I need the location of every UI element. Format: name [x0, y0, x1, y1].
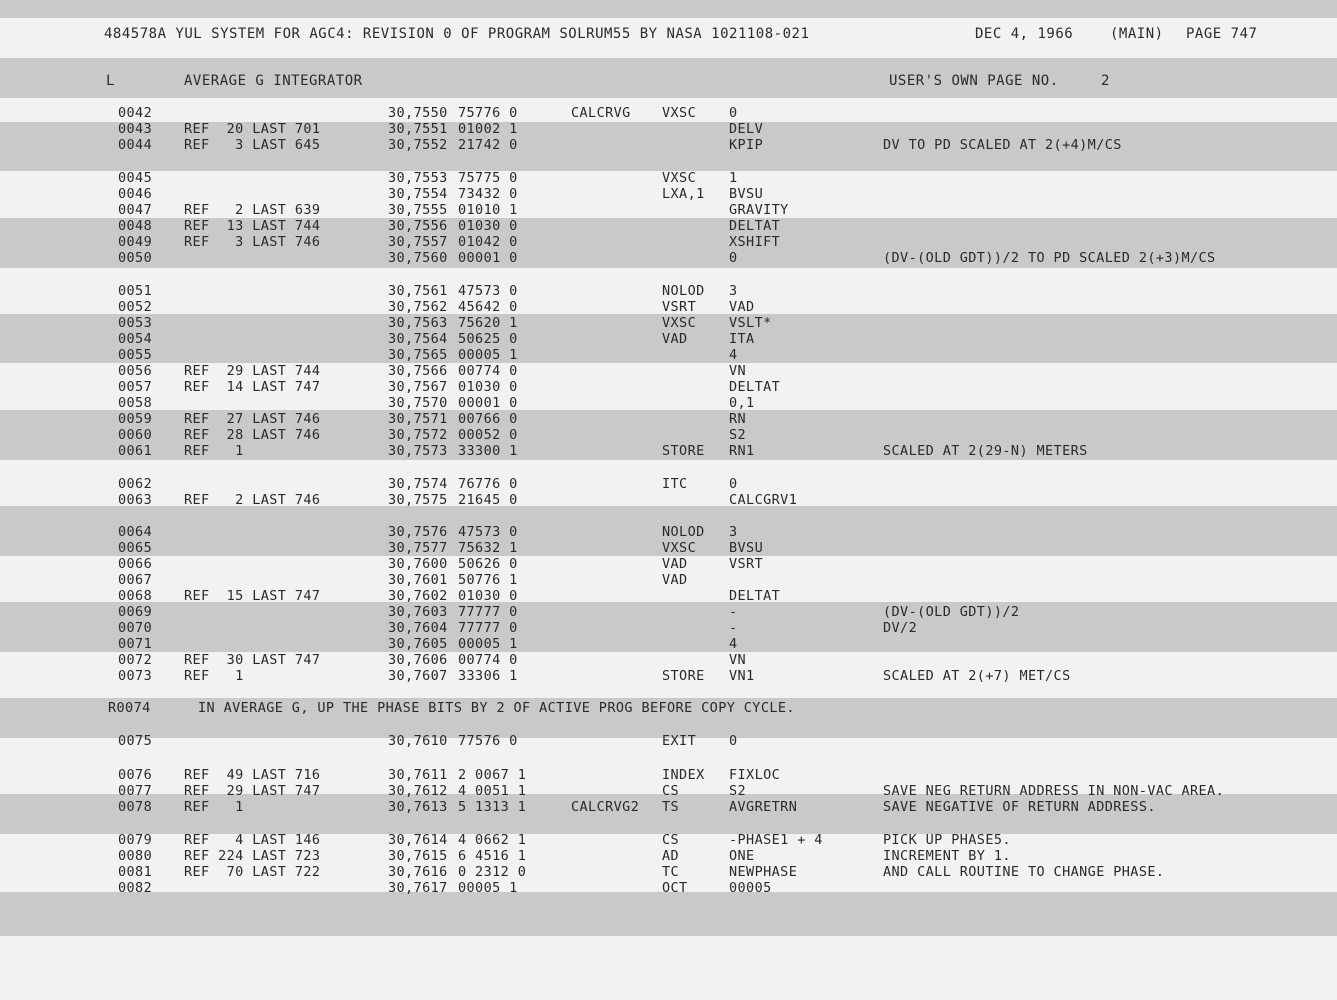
line-word: 5 1313 1: [458, 799, 527, 815]
line-word: 0 2312 0: [458, 864, 527, 880]
line-op: NOLOD: [662, 524, 705, 540]
line-op: VXSC: [662, 170, 697, 186]
line-operand: ONE: [729, 848, 755, 864]
line-addr: 30,7574: [388, 476, 448, 492]
line-num: 0051: [118, 283, 153, 299]
line-num: 0043: [118, 121, 153, 137]
line-addr: 30,7577: [388, 540, 448, 556]
line-num: 0081: [118, 864, 153, 880]
line-num: 0075: [118, 733, 153, 749]
line-num: 0055: [118, 347, 153, 363]
line-ref: REF 29 LAST 747: [184, 783, 321, 799]
line-operand: GRAVITY: [729, 202, 789, 218]
line-word: 00766 0: [458, 411, 518, 427]
line-addr: 30,7551: [388, 121, 448, 137]
line-addr: 30,7563: [388, 315, 448, 331]
line-num: 0060: [118, 427, 153, 443]
line-operand: CALCGRV1: [729, 492, 798, 508]
line-word: 00052 0: [458, 427, 518, 443]
line-operand: RN: [729, 411, 747, 427]
line-word: 33306 1: [458, 668, 518, 684]
line-ref: REF 1: [184, 668, 244, 684]
line-word: 77576 0: [458, 733, 518, 749]
line-operand: 4: [729, 347, 738, 363]
line-word: 77777 0: [458, 604, 518, 620]
line-op: CS: [662, 832, 680, 848]
line-num: 0069: [118, 604, 153, 620]
users-page-number: 2: [1101, 73, 1110, 89]
line-operand: DELTAT: [729, 588, 781, 604]
line-operand: 0: [729, 250, 738, 266]
line-word: 4 0051 1: [458, 783, 527, 799]
line-addr: 30,7605: [388, 636, 448, 652]
line-word: 01030 0: [458, 379, 518, 395]
line-addr: 30,7567: [388, 379, 448, 395]
line-operand: 3: [729, 524, 738, 540]
line-op: NOLOD: [662, 283, 705, 299]
line-op: EXIT: [662, 733, 697, 749]
listing-header: 484578A YUL SYSTEM FOR AGC4: REVISION 0 OF PROGRAM SOLRUM55 BY NASA 1021108-021: [104, 26, 810, 42]
line-comment: (DV-(OLD GDT))/2 TO PD SCALED 2(+3)M/CS: [883, 250, 1216, 266]
line-addr: 30,7571: [388, 411, 448, 427]
line-word: 47573 0: [458, 524, 518, 540]
line-operand: AVGRETRN: [729, 799, 798, 815]
line-word: 01002 1: [458, 121, 518, 137]
line-word: 4 0662 1: [458, 832, 527, 848]
line-ref: REF 13 LAST 744: [184, 218, 321, 234]
line-operand: 00005: [729, 880, 772, 896]
line-ref: REF 1: [184, 799, 244, 815]
line-word: 75775 0: [458, 170, 518, 186]
line-num: 0042: [118, 105, 153, 121]
line-num: 0044: [118, 137, 153, 153]
line-num: 0054: [118, 331, 153, 347]
line-operand: 3: [729, 283, 738, 299]
line-num: 0058: [118, 395, 153, 411]
line-label: CALCRVG2: [571, 799, 640, 815]
line-num: R0074: [108, 700, 151, 716]
line-operand: DELTAT: [729, 218, 781, 234]
line-addr: 30,7565: [388, 347, 448, 363]
line-word: 50625 0: [458, 331, 518, 347]
line-addr: 30,7614: [388, 832, 448, 848]
shade-band: [0, 0, 1337, 18]
line-addr: 30,7550: [388, 105, 448, 121]
line-num: 0046: [118, 186, 153, 202]
line-operand: BVSU: [729, 540, 764, 556]
line-addr: 30,7603: [388, 604, 448, 620]
line-operand: 4: [729, 636, 738, 652]
line-ref: REF 1: [184, 443, 244, 459]
line-addr: 30,7561: [388, 283, 448, 299]
line-operand: -PHASE1 + 4: [729, 832, 823, 848]
line-num: 0056: [118, 363, 153, 379]
line-operand: NEWPHASE: [729, 864, 798, 880]
line-op: OCT: [662, 880, 688, 896]
line-word: 76776 0: [458, 476, 518, 492]
line-operand: 0: [729, 476, 738, 492]
listing-section: (MAIN): [1110, 26, 1164, 42]
line-word: 75632 1: [458, 540, 518, 556]
line-word: 50776 1: [458, 572, 518, 588]
line-num: 0048: [118, 218, 153, 234]
line-op: VXSC: [662, 315, 697, 331]
line-word: 00774 0: [458, 652, 518, 668]
line-word: 75776 0: [458, 105, 518, 121]
line-comment: SAVE NEG RETURN ADDRESS IN NON-VAC AREA.: [883, 783, 1225, 799]
line-addr: 30,7570: [388, 395, 448, 411]
line-op: ITC: [662, 476, 688, 492]
line-addr: 30,7556: [388, 218, 448, 234]
line-addr: 30,7572: [388, 427, 448, 443]
line-num: 0061: [118, 443, 153, 459]
line-word: 73432 0: [458, 186, 518, 202]
line-addr: 30,7616: [388, 864, 448, 880]
line-num: 0077: [118, 783, 153, 799]
line-label: CALCRVG: [571, 105, 631, 121]
line-comment: DV/2: [883, 620, 918, 636]
line-addr: 30,7566: [388, 363, 448, 379]
line-op: STORE: [662, 668, 705, 684]
line-operand: 0: [729, 733, 738, 749]
line-word: 00774 0: [458, 363, 518, 379]
line-op: AD: [662, 848, 680, 864]
users-page-label: USER'S OWN PAGE NO.: [889, 73, 1059, 89]
line-num: 0072: [118, 652, 153, 668]
line-addr: 30,7615: [388, 848, 448, 864]
line-word: 01030 0: [458, 588, 518, 604]
line-addr: 30,7564: [388, 331, 448, 347]
line-word: 6 4516 1: [458, 848, 527, 864]
line-word: 00005 1: [458, 880, 518, 896]
line-num: 0062: [118, 476, 153, 492]
line-num: 0080: [118, 848, 153, 864]
line-comment: SAVE NEGATIVE OF RETURN ADDRESS.: [883, 799, 1156, 815]
line-num: 0067: [118, 572, 153, 588]
line-addr: 30,7610: [388, 733, 448, 749]
line-operand: FIXLOC: [729, 767, 781, 783]
line-word: 33300 1: [458, 443, 518, 459]
line-comment: AND CALL ROUTINE TO CHANGE PHASE.: [883, 864, 1165, 880]
line-ref: REF 28 LAST 746: [184, 427, 321, 443]
line-num: 0078: [118, 799, 153, 815]
line-num: 0053: [118, 315, 153, 331]
line-op: STORE: [662, 443, 705, 459]
line-comment: PICK UP PHASE5.: [883, 832, 1011, 848]
line-ref: REF 30 LAST 747: [184, 652, 321, 668]
line-num: 0065: [118, 540, 153, 556]
line-op: TC: [662, 864, 680, 880]
line-operand: S2: [729, 427, 747, 443]
line-ref: REF 2 LAST 639: [184, 202, 321, 218]
line-ref: REF 3 LAST 746: [184, 234, 321, 250]
line-op: VXSC: [662, 540, 697, 556]
line-operand: VN1: [729, 668, 755, 684]
line-addr: 30,7601: [388, 572, 448, 588]
line-num: 0070: [118, 620, 153, 636]
line-op: VAD: [662, 331, 688, 347]
line-operand: RN1: [729, 443, 755, 459]
line-num: 0063: [118, 492, 153, 508]
log-marker: L: [106, 73, 115, 89]
line-addr: 30,7606: [388, 652, 448, 668]
line-ref: REF 2 LAST 746: [184, 492, 321, 508]
line-addr: 30,7554: [388, 186, 448, 202]
line-op: INDEX: [662, 767, 705, 783]
line-word: 21742 0: [458, 137, 518, 153]
line-ref: REF 27 LAST 746: [184, 411, 321, 427]
line-addr: 30,7600: [388, 556, 448, 572]
line-operand: 0,1: [729, 395, 755, 411]
line-addr: 30,7617: [388, 880, 448, 896]
line-num: 0045: [118, 170, 153, 186]
line-ref: REF 49 LAST 716: [184, 767, 321, 783]
line-operand: VAD: [729, 299, 755, 315]
line-operand: DELTAT: [729, 379, 781, 395]
line-word: 47573 0: [458, 283, 518, 299]
line-addr: 30,7562: [388, 299, 448, 315]
line-addr: 30,7604: [388, 620, 448, 636]
line-word: 21645 0: [458, 492, 518, 508]
line-num: 0079: [118, 832, 153, 848]
line-ref: IN AVERAGE G, UP THE PHASE BITS BY 2 OF ACTIVE PROG BEFORE COPY CYCLE.: [198, 700, 795, 716]
line-operand: BVSU: [729, 186, 764, 202]
line-ref: REF 224 LAST 723: [184, 848, 321, 864]
line-addr: 30,7553: [388, 170, 448, 186]
line-operand: ITA: [729, 331, 755, 347]
line-operand: S2: [729, 783, 747, 799]
line-op: CS: [662, 783, 680, 799]
line-word: 00005 1: [458, 347, 518, 363]
line-op: VSRT: [662, 299, 697, 315]
line-word: 01010 1: [458, 202, 518, 218]
line-comment: SCALED AT 2(29-N) METERS: [883, 443, 1088, 459]
line-addr: 30,7607: [388, 668, 448, 684]
line-num: 0052: [118, 299, 153, 315]
line-ref: REF 29 LAST 744: [184, 363, 321, 379]
line-addr: 30,7552: [388, 137, 448, 153]
line-operand: VN: [729, 363, 747, 379]
line-op: VAD: [662, 556, 688, 572]
shade-band: [0, 602, 1337, 652]
line-ref: REF 4 LAST 146: [184, 832, 321, 848]
line-addr: 30,7560: [388, 250, 448, 266]
line-ref: REF 20 LAST 701: [184, 121, 321, 137]
line-operand: -: [729, 604, 738, 620]
line-num: 0073: [118, 668, 153, 684]
line-op: VXSC: [662, 105, 697, 121]
line-operand: XSHIFT: [729, 234, 781, 250]
line-num: 0057: [118, 379, 153, 395]
line-word: 01042 0: [458, 234, 518, 250]
line-comment: INCREMENT BY 1.: [883, 848, 1011, 864]
line-operand: KPIP: [729, 137, 764, 153]
line-num: 0071: [118, 636, 153, 652]
line-word: 50626 0: [458, 556, 518, 572]
line-addr: 30,7611: [388, 767, 448, 783]
line-operand: VN: [729, 652, 747, 668]
line-addr: 30,7613: [388, 799, 448, 815]
line-operand: VSRT: [729, 556, 764, 572]
line-word: 00001 0: [458, 250, 518, 266]
line-ref: REF 14 LAST 747: [184, 379, 321, 395]
line-operand: VSLT*: [729, 315, 772, 331]
line-addr: 30,7575: [388, 492, 448, 508]
line-num: 0050: [118, 250, 153, 266]
line-operand: -: [729, 620, 738, 636]
line-addr: 30,7612: [388, 783, 448, 799]
line-op: LXA,1: [662, 186, 705, 202]
shade-band: [0, 892, 1337, 936]
line-num: 0082: [118, 880, 153, 896]
line-comment: SCALED AT 2(+7) MET/CS: [883, 668, 1071, 684]
line-op: TS: [662, 799, 680, 815]
line-word: 75620 1: [458, 315, 518, 331]
line-num: 0064: [118, 524, 153, 540]
line-word: 77777 0: [458, 620, 518, 636]
line-operand: 0: [729, 105, 738, 121]
line-addr: 30,7555: [388, 202, 448, 218]
line-word: 01030 0: [458, 218, 518, 234]
line-addr: 30,7573: [388, 443, 448, 459]
line-addr: 30,7602: [388, 588, 448, 604]
line-num: 0068: [118, 588, 153, 604]
line-num: 0047: [118, 202, 153, 218]
line-word: 2 0067 1: [458, 767, 527, 783]
line-addr: 30,7557: [388, 234, 448, 250]
line-operand: 1: [729, 170, 738, 186]
line-num: 0066: [118, 556, 153, 572]
line-num: 0059: [118, 411, 153, 427]
listing-date: DEC 4, 1966: [975, 26, 1074, 42]
line-comment: DV TO PD SCALED AT 2(+4)M/CS: [883, 137, 1122, 153]
line-comment: (DV-(OLD GDT))/2: [883, 604, 1020, 620]
line-num: 0076: [118, 767, 153, 783]
line-op: VAD: [662, 572, 688, 588]
line-ref: REF 3 LAST 645: [184, 137, 321, 153]
line-operand: DELV: [729, 121, 764, 137]
line-word: 00005 1: [458, 636, 518, 652]
line-word: 00001 0: [458, 395, 518, 411]
line-addr: 30,7576: [388, 524, 448, 540]
section-title: AVERAGE G INTEGRATOR: [184, 73, 363, 89]
line-ref: REF 70 LAST 722: [184, 864, 321, 880]
line-num: 0049: [118, 234, 153, 250]
listing-page: PAGE 747: [1186, 26, 1258, 42]
line-ref: REF 15 LAST 747: [184, 588, 321, 604]
line-word: 45642 0: [458, 299, 518, 315]
